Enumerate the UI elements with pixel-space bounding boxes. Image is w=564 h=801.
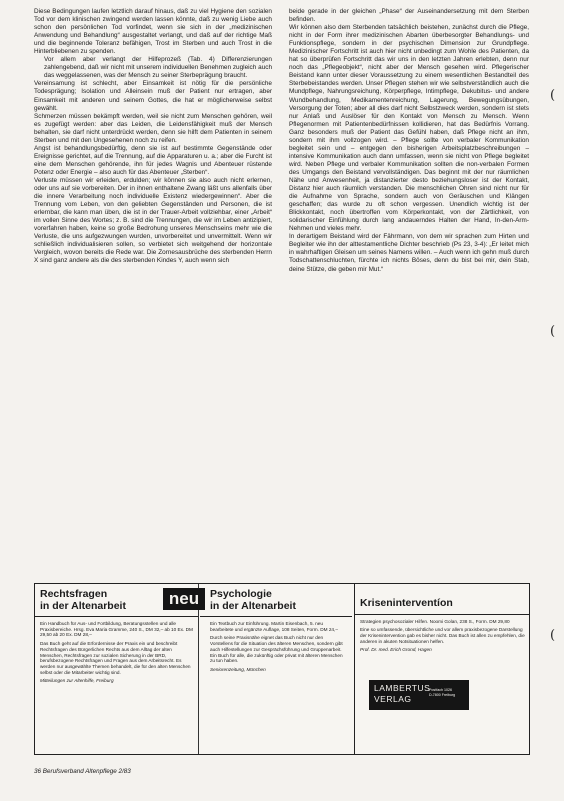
article-paragraph: Wir können also dem Sterbenden tatsächlich beistehen, zunächst durch die Pflege, nicht in der Form ihrer medizinischen Abarten überbesorgter Behandlungs- und Funktionspflege, sondern in der psychischen Dimension zur Grundpflege. Medizinischer Fortschritt ist auch hier nicht unbedingt zum Wohle des Patienten, da hat so überprüfen Fortschritt das wir uns in den letzten Jahren erlebten, denn nur noch das „Pflegeobjekt“, nicht aber der Mensch gesehen wird. Pflegerischer Beistand kann unter dieser Voraussetzung zu einem wesentlichen Bestandteil des Sterbebeistandes werden. Unser Pflegen stehen wir wie selbstverständlich auch die Mundpflege, Nahrungsreichung, Körperpflege, Intimpflege, Dekubitus- und andere Wundbehandlung, Medikamentenreichung, Lagerung, Bewegungsübungen, Versorgung der Toten; aber all dies darf nicht Selbstzweck werden, sondern ist stets nur Anlaß und Auslöser für den Kontakt von Mensch zu Mensch. Wenn Pflegenormen mit Patientenbedürfnissen kollidieren, hat das Bedürfnis Vorrang. Ganz besonders muß der Patient das Gefühl haben, daß Pflege nicht an ihm, sondern mit ihm vollzogen wird. – Pflege sollte von verbaler Kommunikation begleitet sein und – entgegen den bisherigen Arbeitsplatzbeschreibungen – intensive Kommunikation auch dann umfassen, wenn sie nicht von Pflege begleitet wird. Neben Pflege und verbaler Kommunikation sollten die non-verbalen Formen des Umgangs den Beistand vervollständigen. Das beginnt mit der nur räumlichen Nähe und Anwesenheit, ja distanzierter desto beziehungsloser ist der Kontakt, Distanz hier auch räumlich verstanden. Die menschlichen Ohren sind nicht nur für die Aufnahme von Sprache, sondern auch von Geräuschen und Klängen geschaffen; das wurde zu oft schon vergessen. Unendlich wichtig ist der Blickkontakt, noch übertroffen vom Körperkontakt, von der Zärtlichkeit, von solidarischer Einfühlung durch lang andauerndes Halten der Hand, In-den-Arm-Nehmen und vieles mehr. [289,24,529,233]
publisher-logo [369,680,469,710]
ad-source: Mitteilungen zur Altenhilfe, Freiburg [40,678,114,684]
advertisement-box [34,583,530,755]
margin-mark: ( [550,628,556,643]
article-paragraph: beide gerade in der gleichen „Phase“ der Auseinandersetzung mit dem Sterben befinden. [289,8,529,24]
article-column-right [289,8,529,274]
ad-paragraph: Ein Handbuch für Aus- und Fortbildung, Beratungsstellen und alle Praxisbereiche. Hrsg. Eva Maria Gramme, 240 S., DM 32,– ab 10 Ex. DM 29,50 ab 20 Ex. DM 28,– [40,621,193,638]
logo-address-line: Postfach 1026 [429,688,452,692]
ad-text [35,617,198,684]
article-paragraph: Schmerzen müssen bekämpft werden, weil sie nicht zum Menschen gehören, weil es zugefügt werden: aber das Leiden, die Leidensfähigkeit muß der Mensch behalten, sie darf nicht unterdrückt werden, denn sie hilft dem Patienten in seinem Sterben und mit den Ungesehenen noch zu reifen. [34,112,272,144]
ad-title-line: in der Altenarbeit [210,599,296,612]
ad-source: Seniorenzeitung, München [210,666,266,672]
article-column-left [34,8,272,266]
article-paragraph: Angst ist behandlungsbedürftig, denn sie ist auf bestimmte Gegenstände oder Ereignisse gerichtet, auf die Trennung, auf die Apparaturen u. a.; aber die Furcht ist eine dem Menschen gehörende, ihn für jedes Wagnis und Abenteuer rüstende Potenz oder Energie – also auch für das Abenteuer „Sterben“. [34,144,272,176]
margin-mark: ( [550,324,556,339]
ad-title-line: Psychologie [210,588,272,600]
article-paragraph: Vereinsamung ist schlecht, aber Einsamkeit ist nötig für die persönliche Todesprägung; Isolation und Alleinsein muß der Patient nur ertragen, aber Einsamkeit mit anderen und seinem Gottes, die hat er möglicherweise selbst gewählt. [34,80,272,112]
logo-line: LAMBERTUS [374,683,431,693]
ad-source: Prof. Dr. med. Erich Grond, Hagen [360,647,432,653]
article-paragraph: Verluste müssen wir erleiden, erdulden; wir können sie also auch nicht erlernen, oder uns auf sie vorbereiten. Der in ihnen enthaltene Zwang läßt uns allenfalls über die innere Verarbeitung noch individuelle Existenz wiedergewinnen“. Aber die Trennung vom Leben, von den geliebten Gegenständen und Personen, die ist erlernbar, die kann man üben, die ist in der Trauer-Arbeit vollziehbar, einer „Arbeit“ im vollen Sinne des Wortes; z. B. sind die Trennungen, die wir im Leben antizipiert, vorerfahren haben, keine so große Bedrohung unseres Menschseins mehr wie die Verluste, die uns aufgezwungen wurden, unvorbereitet und unvermittelt. Wenn wir schließlich individualisieren sollen, so verbietet sich weitgehend der horizontale Vergleich, wovon bereits die Rede war. Die Zornesausbrüche des sterbenden Herrn X sind ganz andere als die des sterbenden Kindes Y, auch wenn sich [34,176,272,265]
ad-title-line: in der Altenarbeit [40,599,126,612]
new-badge: neu [163,588,205,610]
ad-psychologie [200,584,352,754]
article-paragraph: Diese Bedingungen laufen letztlich darauf hinaus, daß zu viel Hygiene den sozialen Tod vor dem klinischen zwingend werden lassen könnte, daß zu wenig Liebe auch schon den persönlichen Tod vorfindet, wenn sie sich in der „medizinischen Anwendung und Behandlung“ ausgestaltet verlangt, und daß auf der richtige Maß und die beginnende Toleranz befähigen, Trost im Sterben und auch Trost in die Hinterbliebenen zu spenden. [34,8,272,56]
logo-line: VERLAG [374,694,412,704]
journal-name: Berufsverband Altenpflege 2/83 [42,768,131,775]
logo-address-line: D-7800 Freiburg [429,692,456,697]
ad-paragraph: Strategien psychosozialer Hilfen. Noomi Golan, 238 S., Form. DM 29,80 [360,618,510,624]
page-footer [34,768,131,775]
ad-text [355,615,530,654]
ad-text [200,617,352,673]
ad-krisenintervention [354,584,530,754]
logo-address [429,688,455,697]
logo-name [374,683,430,705]
article-paragraph: In derartigem Beistand wird der Fährmann, von dem wir sprachen zum Hirten und Begleiter wie ihn der alttestamentliche Dichter beschrieb (Ps 23, 3-4): „Er leitet mich in wahrhaftigen Gleisen um seines Namens willen. – Auch wenn ich gehn muß durch Todschattenschluchten, fürchte ich nichts Böses, denn du bist bei mir, dein Stab, deine Stütze, die geben mir Mut.“ [289,233,529,273]
ad-title: Kriseninterventíon [360,597,453,609]
ad-paragraph: Durch seine Praxisnähe eignet das Buch nicht nur den Vorstellens für die Situation des älteren Menschen, sondern gibt auch Hilfestellungen zur Gesprächsführung und Gruppenarbeit. Ein Buch für alle, die zukünftig oder privat mit älteren Menschen zu tun haben. [210,635,343,664]
article-paragraph: Vor allem aber verlangt der Hilfeprozeß (Tab. 4) Differenzierungen zahlengebend, daß wir nicht mit unserem individuellen Benehmen zugleich auch das weggelassenen, was der Mensch zu seiner Sterbeprägung braucht. [44,56,272,80]
page-number: 36 [34,768,42,775]
ad-paragraph: Eine so umfassende, übersichtliche und vor allem praxisbezogene Darstellung der Krisenintervention gab es bisher nicht. Das Buch ist allen zu empfehlen, die anderen in akuten Notsituationen helfen. [360,627,525,644]
ad-title-line: Rechtsfragen [40,588,108,600]
margin-mark: ( [550,88,556,103]
ad-paragraph: Das Buch geht auf die Erfordernisse der Praxis ein und beschreibt Rechtsfragen des Bürgerlichen Rechts aus dem Alltag der alten Menschen, Rechtsfragen zur sozialen Sicherung in der BRD, berufsbezogene Rechtsfragen und Fragen aus dem Arbeitsrecht. Es werden nur ausgewählte Themen behandelt, die für den alten Menschen selbst oder die Mitarbeiter wichtig sind. [40,641,191,675]
ad-title [200,584,352,612]
ad-paragraph: Ein Textbuch zur Einführung. Martin Eisenbach, 5. neu bearbeitete und ergänzte Auflage, 108 Seiten, Form. DM 24,– [210,621,338,632]
